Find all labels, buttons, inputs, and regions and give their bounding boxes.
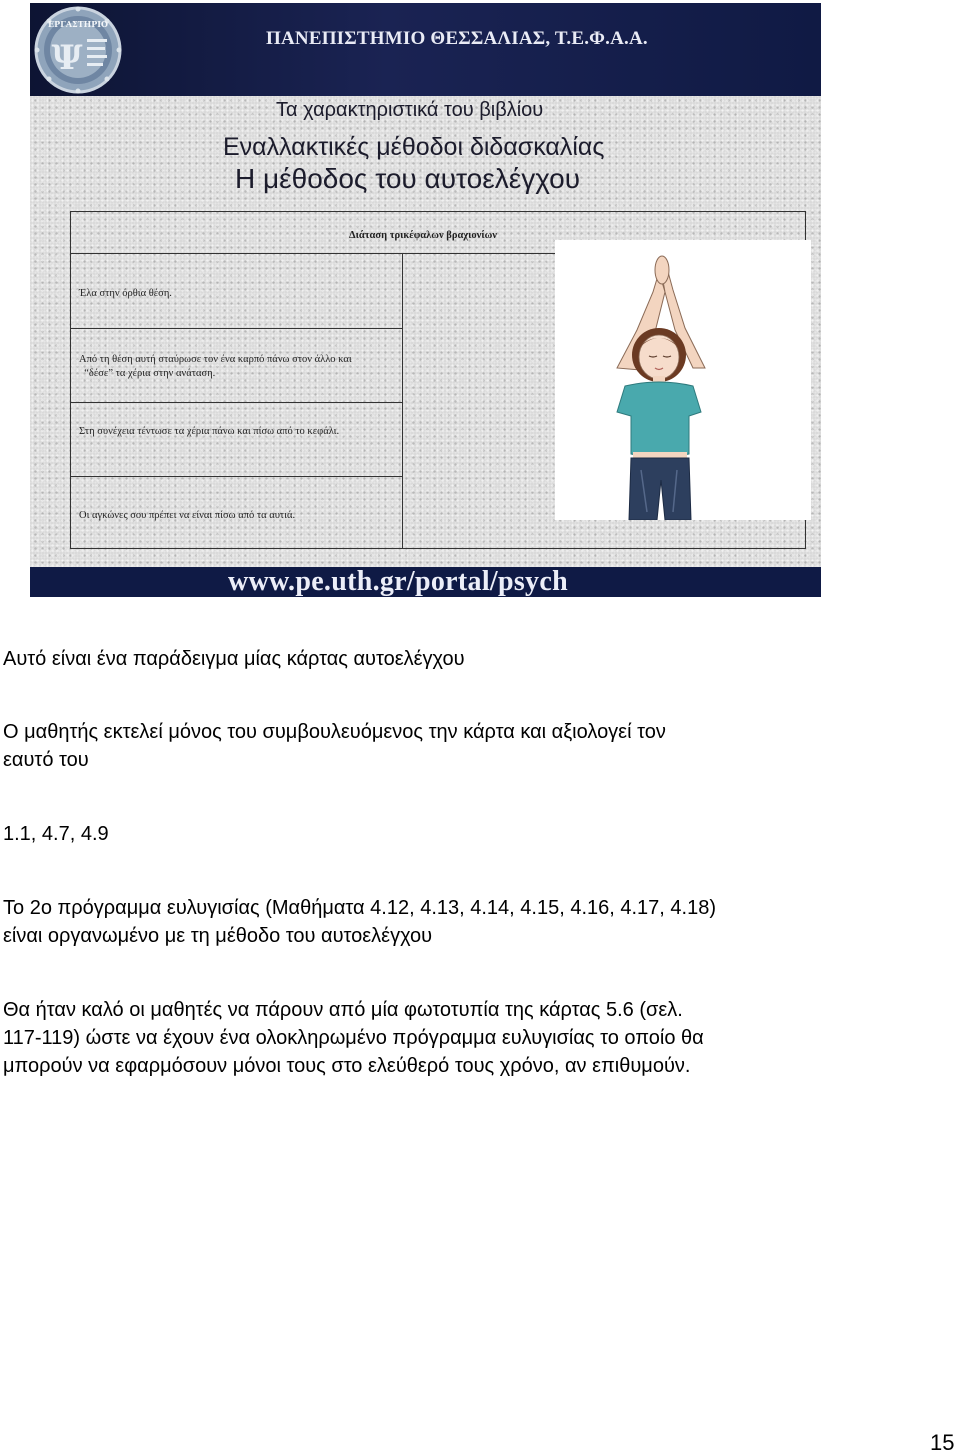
- p2-line-1: Ο μαθητής εκτελεί μόνος του συμβουλευόμενος την κάρτα και αξιολογεί τον: [3, 721, 666, 743]
- card-step-4-text: Οι αγκώνες σου πρέπει να είναι πίσω από τα αυτιά.: [79, 510, 296, 521]
- paragraph-lesson-refs: 1.1, 4.7, 4.9: [3, 823, 109, 845]
- card-title: Διάταση τρικέφαλων βραχιονίων: [349, 230, 497, 241]
- slide-line-book-features: Τα χαρακτηριστικά του βιβλίου: [276, 99, 544, 121]
- slide-image: [30, 3, 821, 597]
- logo-psi: Ψ: [51, 38, 83, 78]
- p4-line-2: είναι οργανωμένο με τη μέθοδο του αυτοελέγχου: [3, 925, 433, 947]
- slide-line-self-check-method: Η μέθοδος του αυτοελέγχου: [235, 163, 581, 194]
- p5-line-1: Θα ήταν καλό οι μαθητές να πάρουν από μία φωτοτυπία της κάρτας 5.6 (σελ.: [3, 999, 683, 1021]
- paragraph-photocopy-suggestion: [3, 996, 943, 1080]
- page-number: 15: [930, 1430, 955, 1455]
- stretching-girl-illustration: [555, 240, 811, 520]
- lab-logo-icon: [33, 5, 123, 95]
- card-step-2: [71, 329, 403, 403]
- p4-line-1: Το 2ο πρόγραμμα ευλυγισίας (Μαθήματα 4.12, 4.13, 4.14, 4.15, 4.16, 4.17, 4.18): [3, 897, 716, 919]
- logo-arc-text: ΕΡΓΑΣΤΗΡΙΟ: [48, 19, 108, 29]
- slide-footer-bar: [30, 567, 821, 597]
- paragraph-student-performs: [3, 718, 943, 774]
- card-step-4: [71, 477, 403, 548]
- paragraph-flexibility-program: [3, 894, 943, 950]
- card-step-2-text: Από τη θέση αυτή σταύρωσε τον ένα καρπό πάνω στον άλλο και “δέσε” τα χέρια στην ανάταση.: [79, 354, 352, 379]
- card-step-1-text: Έλα στην όρθια θέση.: [79, 288, 172, 299]
- p5-line-2: 117-119) ώστε να έχουν ένα ολοκληρωμένο πρόγραμμα ευλυγισίας το οποίο θα: [3, 1027, 704, 1049]
- slide-line-alternative-methods: Εναλλακτικές μέθοδοι διδασκαλίας: [223, 133, 605, 161]
- footer-url-link[interactable]: www.pe.uth.gr/portal/psych: [228, 566, 568, 597]
- slide-header-bar: [30, 3, 821, 96]
- university-header-title: ΠΑΝΕΠΙΣΤΗΜΙΟ ΘΕΣΣΑΛΙΑΣ, Τ.Ε.Φ.Α.Α.: [266, 28, 648, 49]
- card-step-1: [71, 254, 403, 329]
- p5-line-3: μπορούν να εφαρμόσουν μόνοι τους στο ελεύθερό τους χρόνο, αν επιθυμούν.: [3, 1055, 691, 1077]
- card-step-3: [71, 403, 403, 477]
- self-check-card: [70, 211, 806, 549]
- paragraph-card-example: Αυτό είναι ένα παράδειγμα μίας κάρτας αυτοελέγχου: [3, 648, 465, 670]
- card-step-3-text: Στη συνέχεια τέντωσε τα χέρια πάνω και πίσω από το κεφάλι.: [79, 426, 340, 437]
- p2-line-2: εαυτό του: [3, 749, 89, 771]
